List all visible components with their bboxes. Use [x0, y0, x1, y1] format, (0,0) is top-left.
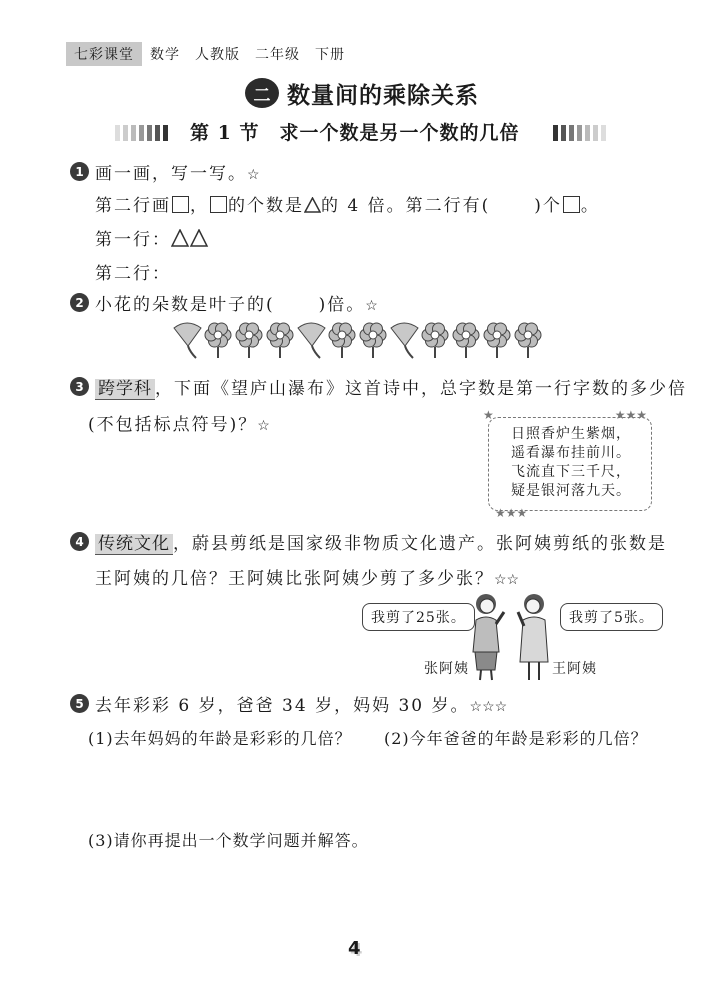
flower-icon — [482, 320, 513, 360]
row-1 — [95, 225, 209, 250]
difficulty-star-icon: ☆ — [257, 418, 270, 434]
q1-text-a4: 的 4 倍。第二行有( — [321, 196, 491, 216]
speech-bubble-zhang: 我剪了25张。 — [362, 603, 475, 631]
right-stripes-decoration — [553, 125, 615, 141]
flower-icon — [234, 320, 265, 360]
q3-text-b: (不包括标点符号)？ — [88, 415, 258, 435]
book-info: 数学 人教版 二年级 下册 — [150, 47, 345, 63]
poem-line: 飞流直下三千尺， — [511, 464, 631, 480]
question-1-number: 1 — [70, 162, 89, 181]
q1-title-text: 画一画，写一写。 — [95, 164, 247, 184]
question-5-sub-2: (2)今年爸爸的年龄是彩彩的几倍？ — [384, 729, 648, 748]
q1-text-a3: 的个数是 — [228, 196, 304, 216]
row-2 — [95, 259, 171, 284]
q2-text-a: 小花的朵数是叶子的( — [95, 295, 275, 315]
star-decoration-icon: ★ — [483, 408, 494, 422]
unit-badge: 二 — [245, 78, 279, 108]
answer-area-q5-1-2[interactable] — [95, 756, 655, 816]
square-icon — [172, 196, 189, 213]
row-2-label: 第二行： — [95, 264, 171, 284]
difficulty-star-icon: ☆ — [247, 167, 260, 183]
zhang-ayi-figure-icon — [466, 590, 508, 682]
ginkgo-leaf-icon — [389, 320, 420, 360]
question-5-number: 5 — [70, 694, 89, 713]
brand-label: 七彩课堂 — [66, 42, 142, 66]
poem-line: 遥看瀑布挂前川。 — [511, 445, 631, 461]
q1-text-a6: 。 — [580, 196, 600, 216]
question-5-text — [95, 691, 507, 716]
flower-icon — [203, 320, 234, 360]
page-number: 4 — [348, 938, 361, 959]
unit-title — [245, 76, 479, 110]
flower-icon — [451, 320, 482, 360]
square-icon — [210, 196, 227, 213]
question-3-line-1 — [95, 374, 687, 399]
unit-title-text: 数量间的乘除关系 — [287, 82, 479, 109]
question-1-title — [95, 159, 260, 184]
q4-text-b: 王阿姨的几倍？王阿姨比张阿姨少剪了多少张？ — [95, 569, 494, 589]
question-5-sub-1: (1)去年妈妈的年龄是彩彩的几倍？ — [88, 729, 352, 748]
poem-line: 疑是银河落九天。 — [511, 483, 631, 499]
poem-line: 日照香炉生紫烟， — [511, 426, 631, 442]
poem-card — [483, 408, 652, 520]
left-stripes-decoration — [115, 125, 177, 141]
square-icon — [563, 196, 580, 213]
q1-text-a2: ， — [190, 196, 209, 216]
culture-tag: 传统文化 — [95, 534, 173, 555]
section-header — [115, 118, 655, 146]
question-4-line-2 — [95, 564, 519, 589]
wang-ayi-figure-icon — [514, 590, 554, 682]
name-zhang-ayi: 张阿姨 — [424, 661, 469, 677]
difficulty-star-icon: ☆☆ — [494, 572, 520, 588]
question-4-line-1 — [95, 529, 667, 554]
q1-text-a5: )个 — [534, 196, 562, 216]
row-1-label: 第一行： — [95, 230, 171, 250]
question-4-number: 4 — [70, 532, 89, 551]
question-2-text — [95, 290, 378, 315]
header-bar — [66, 42, 345, 66]
flower-icon — [420, 320, 451, 360]
question-2-number: 2 — [70, 293, 89, 312]
difficulty-star-icon: ☆ — [365, 298, 378, 314]
q3-text-a: ，下面《望庐山瀑布》这首诗中，总字数是第一行字数的多少倍 — [155, 379, 687, 399]
row-2-drawing-area[interactable] — [175, 255, 615, 279]
question-1-line — [95, 191, 600, 216]
two-triangles-icon — [171, 229, 209, 247]
star-decoration-icon: ★★★ — [495, 506, 528, 520]
q4-text-a: ，蔚县剪纸是国家级非物质文化遗产。张阿姨剪纸的张数是 — [173, 534, 667, 554]
speech-bubble-wang: 我剪了5张。 — [560, 603, 663, 631]
flower-leaf-row — [172, 320, 544, 360]
subject-tag: 跨学科 — [95, 379, 155, 400]
flower-icon — [265, 320, 296, 360]
flower-icon — [327, 320, 358, 360]
question-5-sub-3: (3)请你再提出一个数学问题并解答。 — [88, 831, 369, 850]
q1-text-a1: 第二行画 — [95, 196, 171, 216]
ginkgo-leaf-icon — [172, 320, 203, 360]
q5-text: 去年彩彩 6 岁，爸爸 34 岁，妈妈 30 岁。 — [95, 696, 470, 716]
flower-icon — [358, 320, 389, 360]
star-decoration-icon: ★★★ — [614, 408, 647, 422]
question-3-number: 3 — [70, 377, 89, 396]
question-3-line-2 — [88, 410, 270, 435]
ginkgo-leaf-icon — [296, 320, 327, 360]
section-title: 第 1 节 求一个数是另一个数的几倍 — [190, 122, 520, 144]
q2-text-b: )倍。 — [318, 295, 366, 315]
poem-text — [511, 425, 631, 501]
triangle-icon — [304, 197, 321, 213]
name-wang-ayi: 王阿姨 — [552, 661, 597, 677]
answer-area-q5-3[interactable] — [95, 856, 655, 926]
difficulty-star-icon: ☆☆☆ — [469, 699, 508, 715]
flower-icon — [513, 320, 544, 360]
